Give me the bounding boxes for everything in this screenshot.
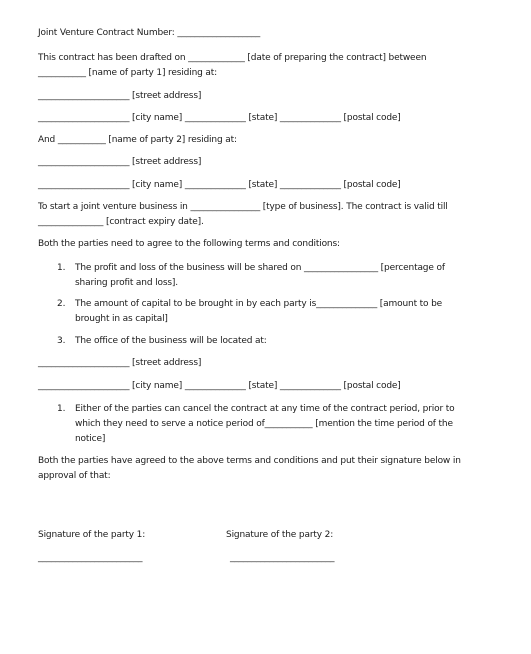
term-2-number: 2. xyxy=(57,299,66,309)
party1-street-address: _____________________ [street address] xyxy=(38,91,202,101)
office-city-state-postal: _____________________ [city name] ______________ [state] ______________ [postal code] xyxy=(38,381,401,391)
signature-party-1-label: Signature of the party 1: xyxy=(38,530,146,540)
business-line-2: _______________ [contract expiry date]. xyxy=(38,217,204,227)
terms-intro: Both the parties need to agree to the following terms and conditions: xyxy=(38,239,340,249)
cancel-clause-line-2: which they need to serve a notice period of___________ [mention the time period of the xyxy=(75,419,453,429)
agreement-line-2: approval of that: xyxy=(38,471,111,481)
term-1-number: 1. xyxy=(57,263,66,273)
term-2-line-2: brought in as capital] xyxy=(75,314,168,324)
signature-party-2-line: ________________________ xyxy=(230,553,335,563)
term-3-number: 3. xyxy=(57,336,66,346)
cancel-clause-number: 1. xyxy=(57,404,66,414)
party2-city-state-postal: _____________________ [city name] ______________ [state] ______________ [postal code] xyxy=(38,180,401,190)
signature-party-1-line: ________________________ xyxy=(38,553,143,563)
office-street-address: _____________________ [street address] xyxy=(38,358,202,368)
drafted-line-1: This contract has been drafted on _____________ [date of preparing the contract] between xyxy=(38,53,427,63)
term-1-line-2: sharing profit and loss]. xyxy=(75,278,178,288)
term-3-line-1: The office of the business will be located at: xyxy=(75,336,267,346)
cancel-clause-line-1: Either of the parties can cancel the contract at any time of the contract period, prior to xyxy=(75,404,455,414)
agreement-line-1: Both the parties have agreed to the above terms and conditions and put their signature below in xyxy=(38,456,461,466)
party2-street-address: _____________________ [street address] xyxy=(38,157,202,167)
party2-name-line: And ___________ [name of party 2] residing at: xyxy=(38,135,237,145)
contract-number-line: Joint Venture Contract Number: ___________________ xyxy=(38,28,261,38)
cancel-clause-line-3: notice] xyxy=(75,434,106,444)
term-1-line-1: The profit and loss of the business will be shared on _________________ [percentage of xyxy=(75,263,445,273)
signature-party-2-label: Signature of the party 2: xyxy=(226,530,334,540)
term-2-line-1: The amount of capital to be brought in by each party is______________ [amount to be xyxy=(75,299,443,309)
drafted-line-2: ___________ [name of party 1] residing at: xyxy=(38,68,218,78)
business-line-1: To start a joint venture business in ________________ [type of business]. The contract is valid till xyxy=(38,202,448,212)
party1-city-state-postal: _____________________ [city name] ______________ [state] ______________ [postal code] xyxy=(38,113,401,123)
